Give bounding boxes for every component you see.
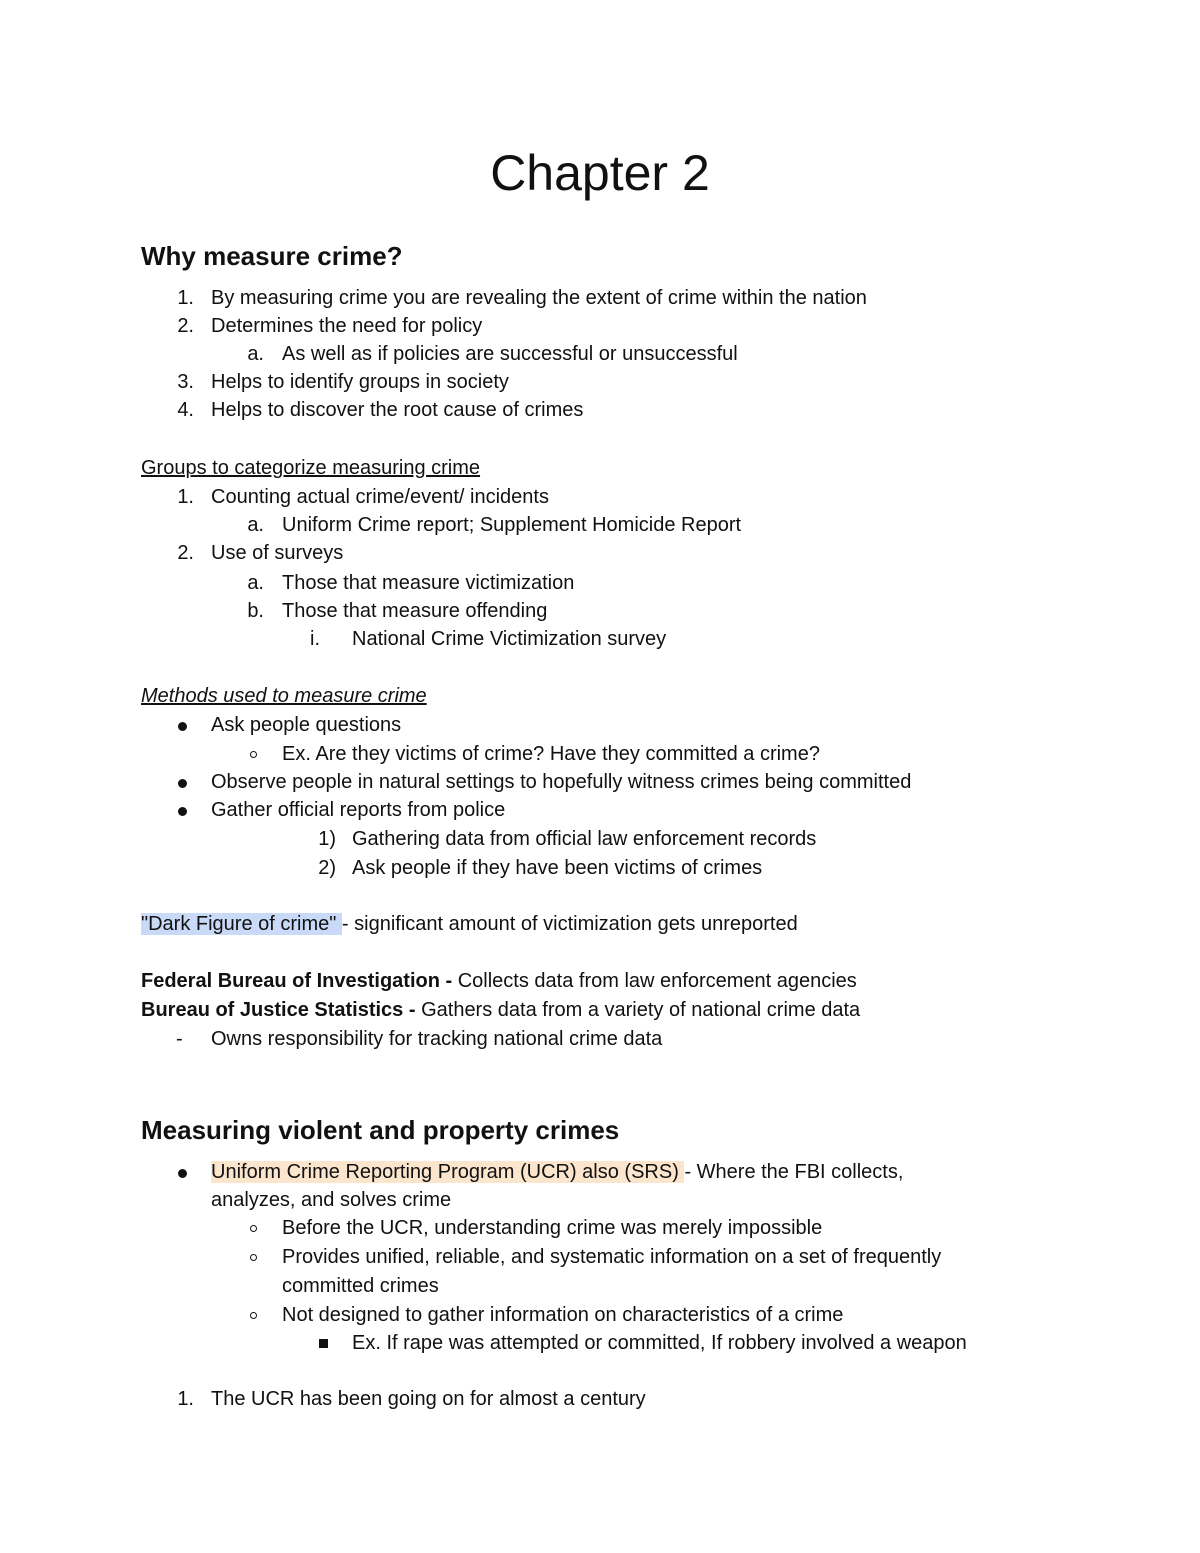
list-item: Ask people if they have been victims of crimes bbox=[352, 857, 763, 879]
ucr-term: Uniform Crime Reporting Program (UCR) also (SRS) bbox=[211, 1161, 685, 1183]
bullet-circle-icon bbox=[250, 1225, 257, 1232]
list-item: Not designed to gather information on characteristics of a crime bbox=[282, 1304, 844, 1326]
list-item: Helps to identify groups in society bbox=[211, 371, 509, 393]
bullet-circle-icon bbox=[250, 1312, 257, 1319]
methods-heading: Methods used to measure crime bbox=[141, 685, 427, 707]
list-item: The UCR has been going on for almost a century bbox=[211, 1388, 646, 1410]
list-marker: 2. bbox=[177, 315, 194, 337]
list-item: Those that measure offending bbox=[282, 600, 548, 622]
fbi-desc: Collects data from law enforcement agencies bbox=[457, 970, 857, 992]
page-title: Chapter 2 bbox=[490, 145, 710, 201]
list-marker: 4. bbox=[177, 399, 194, 421]
list-item: Determines the need for policy bbox=[211, 315, 483, 337]
dash-marker: - bbox=[176, 1028, 183, 1050]
list-item: By measuring crime you are revealing the extent of crime within the nation bbox=[211, 287, 867, 309]
list-item: Observe people in natural settings to hopefully witness crimes being committed bbox=[211, 771, 912, 793]
ucr-desc: - Where the FBI collects, bbox=[684, 1161, 904, 1183]
section-heading-measuring: Measuring violent and property crimes bbox=[141, 1115, 620, 1145]
list-item: Ask people questions bbox=[211, 714, 402, 736]
bjs-line bbox=[141, 998, 860, 1022]
list-item: Ex. Are they victims of crime? Have they committed a crime? bbox=[282, 743, 820, 765]
list-marker: a. bbox=[247, 572, 264, 594]
dark-figure-desc: - significant amount of victimization gets unreported bbox=[341, 913, 798, 935]
list-marker: 1) bbox=[318, 828, 336, 850]
list-marker: 1. bbox=[177, 1388, 194, 1410]
bullet-dot-icon bbox=[178, 1169, 187, 1178]
list-item: As well as if policies are successful or unsuccessful bbox=[282, 343, 738, 365]
section-heading-why-measure: Why measure crime? bbox=[141, 241, 403, 271]
bjs-term: Bureau of Justice Statistics - bbox=[141, 999, 422, 1021]
bullet-dot-icon bbox=[178, 722, 187, 731]
ucr-desc-cont: analyzes, and solves crime bbox=[211, 1189, 452, 1211]
list-item: Helps to discover the root cause of crimes bbox=[211, 399, 584, 421]
bullet-circle-icon bbox=[250, 1254, 257, 1261]
dark-figure-term: "Dark Figure of crime" bbox=[141, 913, 342, 935]
list-item: Ex. If rape was attempted or committed, If robbery involved a weapon bbox=[352, 1332, 967, 1354]
list-item: Before the UCR, understanding crime was merely impossible bbox=[282, 1217, 823, 1239]
ucr-line bbox=[211, 1160, 903, 1184]
list-item: Those that measure victimization bbox=[282, 572, 575, 594]
list-marker: 1. bbox=[177, 287, 194, 309]
list-item: National Crime Victimization survey bbox=[352, 628, 667, 650]
list-item: Gathering data from official law enforcement records bbox=[352, 828, 817, 850]
bullet-circle-icon bbox=[250, 751, 257, 758]
list-marker: 1. bbox=[177, 486, 194, 508]
bullet-dot-icon bbox=[178, 807, 187, 816]
list-marker: i. bbox=[310, 628, 320, 650]
fbi-line bbox=[141, 969, 857, 993]
list-item: Use of surveys bbox=[211, 542, 344, 564]
list-item: Counting actual crime/event/ incidents bbox=[211, 486, 549, 508]
list-marker: 2. bbox=[177, 542, 194, 564]
bullet-square-icon bbox=[319, 1339, 328, 1348]
list-item: Gather official reports from police bbox=[211, 799, 506, 821]
list-item: Uniform Crime report; Supplement Homicide Report bbox=[282, 514, 742, 536]
list-item: Owns responsibility for tracking national crime data bbox=[211, 1028, 663, 1050]
list-marker: a. bbox=[247, 514, 264, 536]
list-marker: a. bbox=[247, 343, 264, 365]
bullet-dot-icon bbox=[178, 779, 187, 788]
bjs-desc: Gathers data from a variety of national crime data bbox=[421, 999, 861, 1021]
list-item: Provides unified, reliable, and systematic information on a set of frequently bbox=[282, 1246, 942, 1268]
groups-heading: Groups to categorize measuring crime bbox=[141, 457, 481, 479]
list-marker: b. bbox=[247, 600, 264, 622]
list-item-cont: committed crimes bbox=[282, 1275, 439, 1297]
list-marker: 3. bbox=[177, 371, 194, 393]
fbi-term: Federal Bureau of Investigation - bbox=[141, 970, 458, 992]
list-marker: 2) bbox=[318, 857, 336, 879]
dark-figure-line bbox=[141, 912, 798, 936]
